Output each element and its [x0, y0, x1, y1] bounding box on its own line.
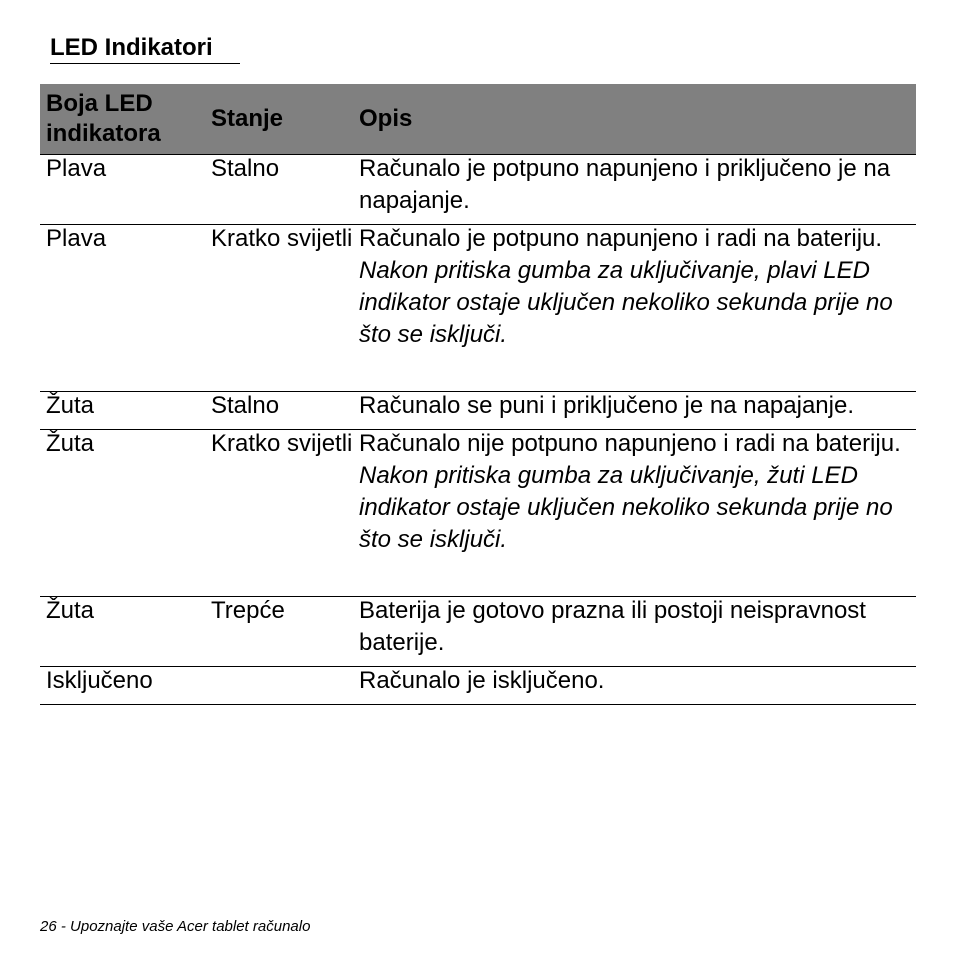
cell-description-text: Računalo nije potpuno napunjeno i radi na bateriju.	[359, 429, 901, 457]
cell-state-text: Stalno	[211, 154, 280, 182]
table-row	[40, 596, 916, 666]
table-header-row	[40, 84, 916, 154]
cell-color	[40, 224, 205, 391]
cell-description	[353, 596, 916, 666]
cell-description-text: Računalo je potpuno napunjeno i priključeno je na napajanje.	[359, 154, 891, 214]
table-row	[40, 666, 916, 704]
cell-state-text: Kratko svijetli	[211, 224, 353, 252]
cell-description	[353, 391, 916, 429]
cell-state	[205, 154, 353, 224]
cell-color	[40, 429, 205, 596]
page-title: LED Indikatori	[50, 34, 213, 61]
table-header	[40, 84, 916, 154]
table-row	[40, 154, 916, 224]
table-row	[40, 391, 916, 429]
cell-description-note: Nakon pritiska gumba za uključivanje, plavi LED indikator ostaje uključen nekoliko sekunda prije no što se isključi.	[359, 256, 893, 348]
cell-state-text: Kratko svijetli	[211, 429, 353, 457]
cell-color-text: Žuta	[46, 429, 95, 457]
cell-state	[205, 429, 353, 596]
table-row	[40, 429, 916, 596]
cell-state	[205, 596, 353, 666]
page-footer: 26 - Upoznajte vaše Acer tablet računalo	[40, 918, 311, 935]
cell-color-text: Plava	[46, 154, 107, 182]
cell-color	[40, 391, 205, 429]
cell-state-text: Trepće	[211, 596, 285, 624]
cell-description-text: Računalo je isključeno.	[359, 666, 605, 694]
cell-color-text: Žuta	[46, 596, 95, 624]
cell-description	[353, 429, 916, 596]
led-indicator-table	[40, 84, 916, 705]
table-row	[40, 224, 916, 391]
cell-state	[205, 224, 353, 391]
cell-color-text: Isključeno	[46, 666, 153, 694]
header-color: Boja LED indikatora	[40, 84, 205, 154]
cell-description	[353, 224, 916, 391]
cell-state-text: Stalno	[211, 391, 280, 419]
header-description: Opis	[353, 84, 916, 154]
cell-color	[40, 154, 205, 224]
cell-color	[40, 666, 205, 704]
cell-color	[40, 596, 205, 666]
cell-description	[353, 666, 916, 704]
cell-description-text: Računalo se puni i priključeno je na napajanje.	[359, 391, 854, 419]
title-underline	[50, 63, 240, 64]
cell-state	[205, 391, 353, 429]
header-state: Stanje	[205, 84, 353, 154]
cell-color-text: Plava	[46, 224, 107, 252]
cell-description	[353, 154, 916, 224]
table-body	[40, 154, 916, 704]
cell-description-note: Nakon pritiska gumba za uključivanje, žuti LED indikator ostaje uključen nekoliko sekunda prije no što se isključi.	[359, 461, 893, 553]
cell-state	[205, 666, 353, 704]
cell-description-text: Baterija je gotovo prazna ili postoji neispravnost baterije.	[359, 596, 866, 656]
cell-color-text: Žuta	[46, 391, 95, 419]
cell-description-text: Računalo je potpuno napunjeno i radi na bateriju.	[359, 224, 883, 252]
